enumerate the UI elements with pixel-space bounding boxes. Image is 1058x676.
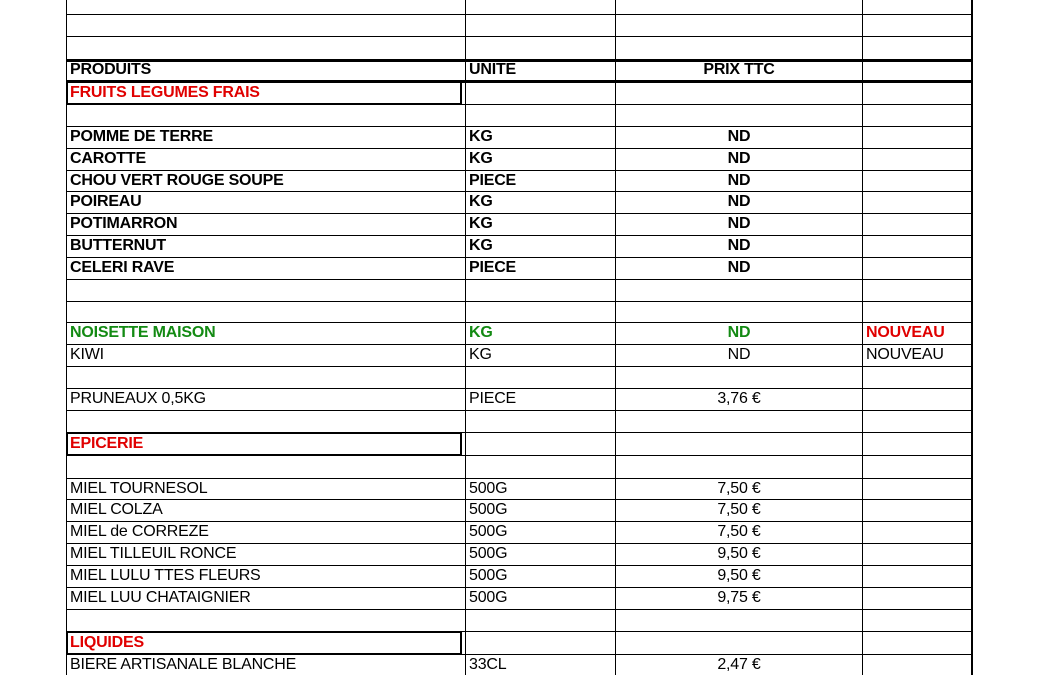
product-name: MIEL de CORREZE (70, 523, 209, 540)
empty-row (66, 14, 973, 36)
product-note: NOUVEAU (866, 324, 945, 341)
product-name: CAROTTE (70, 150, 146, 167)
table-header-row (66, 59, 973, 81)
product-name: CHOU VERT ROUGE SOUPE (70, 172, 284, 189)
product-unit: 33CL (469, 656, 507, 673)
product-price: ND (727, 237, 751, 254)
product-unit: KG (469, 128, 493, 145)
product-unit: 500G (469, 545, 508, 562)
empty-row (66, 36, 973, 59)
product-name: MIEL LUU CHATAIGNIER (70, 589, 251, 606)
product-unit: 500G (469, 567, 508, 584)
table-row (66, 257, 973, 279)
product-name: CELERI RAVE (70, 259, 175, 276)
product-unit: KG (469, 193, 493, 210)
product-unit: KG (469, 237, 493, 254)
section-header-row (66, 81, 973, 104)
column-header-produits: PRODUITS (70, 61, 152, 78)
row-divider (66, 410, 973, 411)
product-name: POTIMARRON (70, 215, 178, 232)
product-price: ND (727, 324, 751, 341)
table-row (66, 191, 973, 213)
row-divider (66, 14, 973, 15)
empty-row (66, 410, 973, 432)
empty-row (66, 301, 973, 322)
table-row (66, 344, 973, 366)
table-row (66, 388, 973, 410)
product-price: 7,50 € (717, 480, 761, 497)
section-header-row (66, 432, 973, 455)
product-name: MIEL COLZA (70, 501, 163, 518)
product-price: 7,50 € (717, 501, 761, 518)
product-unit: PIECE (469, 390, 517, 407)
product-price: 9,75 € (717, 589, 761, 606)
product-unit: 500G (469, 589, 508, 606)
row-divider (66, 279, 973, 280)
product-price: ND (727, 150, 751, 167)
product-name: MIEL TOURNESOL (70, 480, 208, 497)
section-label: EPICERIE (70, 435, 144, 452)
product-unit: KG (469, 150, 493, 167)
empty-row (66, 455, 973, 478)
product-price: ND (727, 215, 751, 232)
product-unit: KG (469, 324, 493, 341)
product-name: PRUNEAUX 0,5KG (70, 390, 206, 407)
section-label: LIQUIDES (70, 634, 144, 651)
product-unit: 500G (469, 523, 508, 540)
section-label: FRUITS LEGUMES FRAIS (70, 84, 260, 101)
column-header-prix: PRIX TTC (703, 61, 775, 78)
table-row (66, 565, 973, 587)
empty-row (66, 279, 973, 301)
product-price: 3,76 € (717, 390, 761, 407)
row-divider (66, 301, 973, 302)
table-row (66, 235, 973, 257)
product-price: ND (727, 128, 751, 145)
product-name: MIEL LULU TTES FLEURS (70, 567, 261, 584)
product-note: NOUVEAU (866, 346, 944, 363)
row-divider (66, 366, 973, 367)
row-divider (66, 455, 973, 456)
product-name: BUTTERNUT (70, 237, 166, 254)
empty-row (66, 104, 973, 126)
product-price: 9,50 € (717, 545, 761, 562)
product-unit: KG (469, 346, 492, 363)
table-row (66, 322, 973, 344)
product-name: NOISETTE MAISON (70, 324, 216, 341)
product-unit: PIECE (469, 259, 517, 276)
empty-row (66, 366, 973, 388)
product-price: ND (727, 193, 751, 210)
product-name: MIEL TILLEUIL RONCE (70, 545, 237, 562)
product-name: POIREAU (70, 193, 142, 210)
table-row (66, 587, 973, 609)
table-row (66, 499, 973, 521)
product-price: 9,50 € (717, 567, 761, 584)
product-name: POMME DE TERRE (70, 128, 213, 145)
product-name: KIWI (70, 346, 104, 363)
row-divider (66, 609, 973, 610)
product-unit: PIECE (469, 172, 517, 189)
table-row (66, 654, 973, 676)
product-name: BIERE ARTISANALE BLANCHE (70, 656, 297, 673)
table-row (66, 521, 973, 543)
column-header-unite: UNITE (469, 61, 517, 78)
table-row (66, 170, 973, 191)
empty-row (66, 609, 973, 631)
row-divider (66, 104, 973, 105)
section-header-row (66, 631, 973, 654)
table-row (66, 126, 973, 148)
product-price: ND (727, 172, 751, 189)
product-unit: 500G (469, 501, 508, 518)
table-row (66, 543, 973, 565)
product-price: 7,50 € (717, 523, 761, 540)
product-price: ND (727, 259, 751, 276)
table-row (66, 148, 973, 170)
row-divider (66, 36, 973, 37)
empty-row (66, 0, 973, 14)
table-row (66, 213, 973, 235)
table-row (66, 478, 973, 499)
product-unit: 500G (469, 480, 508, 497)
product-unit: KG (469, 215, 493, 232)
product-price: 2,47 € (717, 656, 761, 673)
product-price: ND (727, 346, 751, 363)
